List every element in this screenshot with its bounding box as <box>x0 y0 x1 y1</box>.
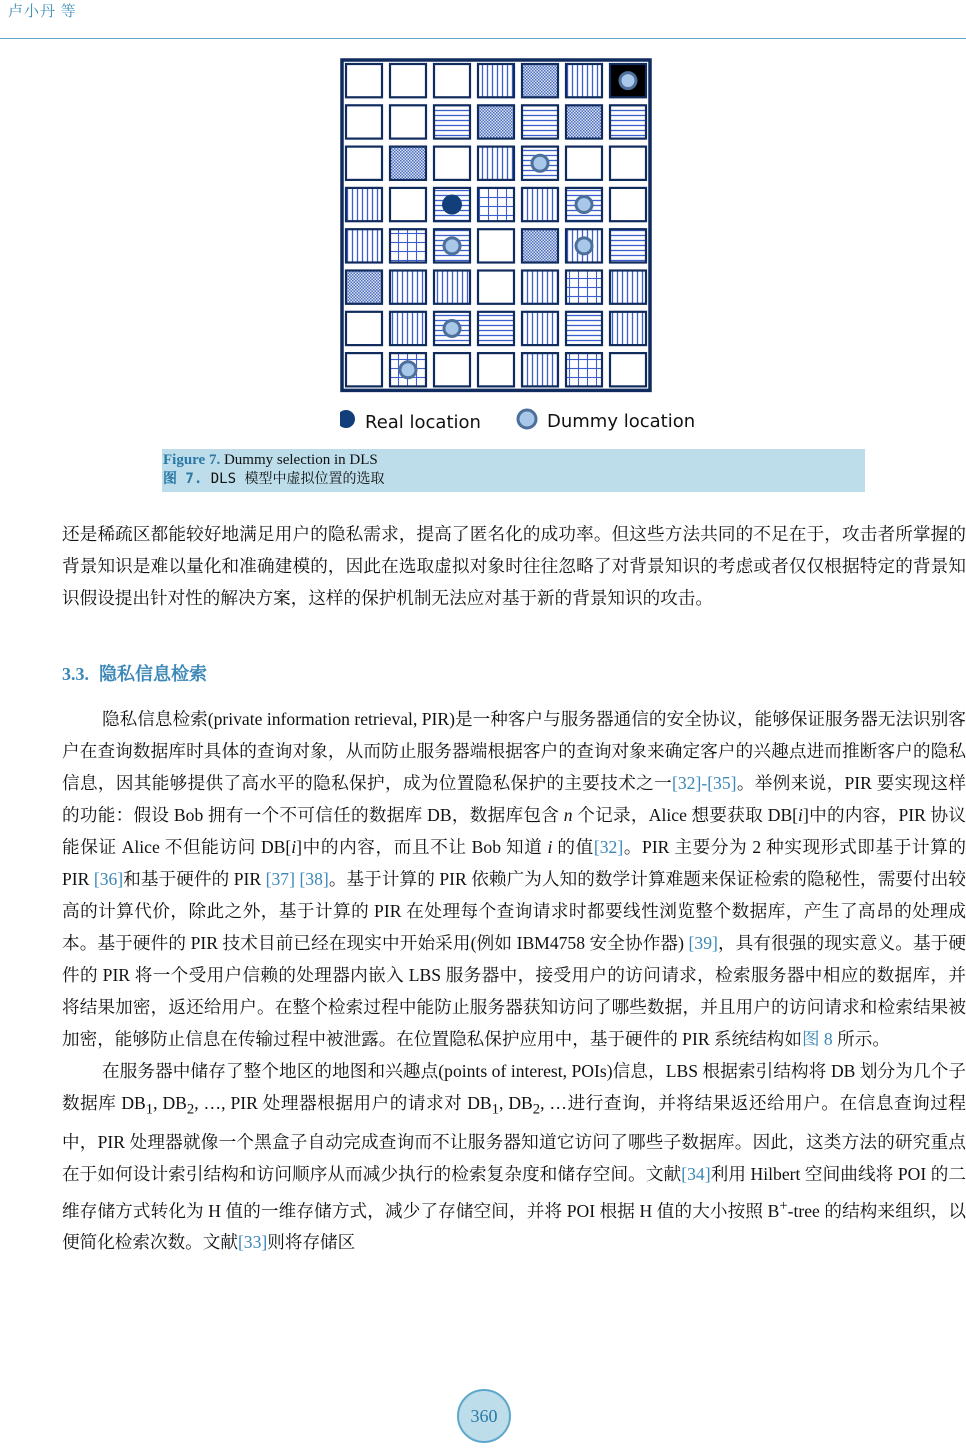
running-header <box>0 0 966 40</box>
text-run: ，具有很强的现实意义。基于硬件的 PIR 将一个受用户信赖的处理器内嵌入 LBS 服务器中，接受用户的访问请求，检索服务器中相应的数据库，并将结果加密，返还给用户。在整个检索过程中能防止服务器获知访问了哪些数据，并且用户的访问请求和检索结果被加密，能够防止信息在传输过程中被泄露。在位置隐私保护应用中，基于硬件的 PIR 系统结构如 <box>62 933 966 1049</box>
grid-cell <box>610 105 646 138</box>
grid-cell <box>390 105 426 138</box>
text-run: 。举例来说，PIR 要实现这样的功能：假设 Bob 拥有一个不可信任的数据库 DB，数据库包含 <box>62 773 966 825</box>
math-var: i <box>547 837 553 857</box>
text-run: 利用 Hilbert 空间曲线将 POI 的二维存储方式转化为 H 值的一维存储方式，减少了存储空间，并将 POI 根据 H 值的大小按照 B <box>62 1163 966 1221</box>
section-number: 3.3. <box>62 664 89 684</box>
citation-link[interactable]: [34] <box>681 1163 711 1184</box>
page-number: 360 <box>457 1389 511 1443</box>
grid-cell <box>346 353 382 386</box>
header-rule <box>0 38 966 39</box>
grid-cell <box>434 271 470 304</box>
caption-en-text: Dummy selection in DLS <box>220 452 378 468</box>
text-run: , DB <box>498 1093 533 1113</box>
grid-cell <box>390 312 426 345</box>
grid-cell <box>522 353 558 386</box>
header-author: 卢小丹 等 <box>8 4 77 20</box>
figure-caption <box>162 449 865 492</box>
grid-cell <box>478 353 514 386</box>
section-heading <box>62 660 207 686</box>
citation-link[interactable]: [39] <box>688 933 718 953</box>
grid-cell <box>346 105 382 138</box>
text-run: 则将存储区 <box>267 1232 356 1253</box>
grid-cell <box>610 147 646 180</box>
legend-real-dot <box>340 410 355 428</box>
grid-cell <box>390 147 426 180</box>
paragraph-top <box>62 518 966 614</box>
text-run: 隐私信息检索(private information retrieval, PIR)是一种客户与服务器通信的安全协议，能够保证服务器无法识别客户在查询数据库时具体的查询对象，从而防止服务器端根据客户的查询对象来确定客户的兴趣点进而推断客户的隐私信息，因其能够提供了高水平的隐私保护，成为位置隐私保护的主要技术之一 <box>62 709 966 793</box>
grid-cell <box>434 147 470 180</box>
dummy-location-marker <box>620 73 636 89</box>
dls-grid-figure <box>340 58 700 438</box>
text-run: , …进行查询，并将结果返还给用户。在信息查询过程中，PIR 处理器就像一个黑盒子自动完成查询而不让服务器知道它访问了哪些子数据库。因此，这类方法的研究重点在于如何设计索引结构和访问顺序从而减少执行的检索复杂度和储存空间。文献 <box>62 1093 966 1184</box>
grid-cell <box>478 64 514 97</box>
grid-cell <box>390 271 426 304</box>
subscript: 1 <box>145 1101 154 1118</box>
citation-link[interactable]: [37] <box>265 869 295 889</box>
grid-cell <box>610 229 646 262</box>
text-run: 和基于硬件的 PIR <box>123 869 266 889</box>
text-run: 在服务器中储存了整个地区的地图和兴趣点(points of interest, POIs)信息，LBS 根据索引结构将 DB 划分为几个子数据库 DB <box>62 1061 966 1113</box>
citation-link[interactable]: [38] <box>299 869 329 889</box>
grid-cell <box>522 271 558 304</box>
grid-cell <box>478 229 514 262</box>
grid-cell <box>566 147 602 180</box>
grid-cell <box>346 229 382 262</box>
grid-cell <box>434 105 470 138</box>
legend-real-label: Real location <box>365 412 481 433</box>
grid-cell <box>522 229 558 262</box>
grid-cell <box>390 229 426 262</box>
subscript: 1 <box>491 1101 499 1118</box>
grid-cell <box>434 353 470 386</box>
text-run: -tree 的结构来组织，以便简化检索次数。文献 <box>62 1200 966 1253</box>
para-top-text: 还是稀疏区都能较好地满足用户的隐私需求，提高了匿名化的成功率。但这些方法共同的不足在于，攻击者所掌握的背景知识是难以量化和准确建模的，因此在选取虚拟对象时往往忽略了对背景知识的考虑或者仅仅根据特定的背景知识假设提出针对性的解决方案，这样的保护机制无法应对基于新的背景知识的攻击。 <box>62 524 966 608</box>
grid-cell <box>346 312 382 345</box>
paragraph-pir <box>62 703 966 1055</box>
caption-en-label: Figure 7. <box>163 452 221 468</box>
grid-cell <box>566 312 602 345</box>
subscript: 2 <box>532 1101 541 1118</box>
real-location-marker <box>442 195 462 215</box>
caption-cn-text: DLS 模型中虚拟位置的选取 <box>202 471 385 487</box>
grid-cell <box>390 188 426 221</box>
grid-cell <box>566 353 602 386</box>
grid-cell <box>478 147 514 180</box>
caption-cn-label: 图 7. <box>163 471 203 487</box>
citation-link[interactable]: [33] <box>237 1232 268 1253</box>
citation-link[interactable]: [36] <box>93 869 124 889</box>
paragraph-server <box>62 1055 966 1258</box>
grid-cell <box>522 105 558 138</box>
math-var: n <box>563 805 573 825</box>
grid-cell <box>610 312 646 345</box>
grid-cell <box>346 64 382 97</box>
text-run: , …, PIR 处理器根据用户的请求对 DB <box>194 1093 492 1113</box>
grid-cell <box>434 64 470 97</box>
dummy-location-marker <box>576 238 592 254</box>
body-text <box>62 703 966 1258</box>
grid-cell <box>522 64 558 97</box>
text-run: ]中的内容，而且不让 Bob 知道 <box>296 837 548 857</box>
figure-7 <box>340 58 700 438</box>
dummy-location-marker <box>444 238 460 254</box>
grid-cell <box>566 64 602 97</box>
text-run: 。基于计算的 PIR 依赖广为人知的数学计算难题来保证检索的隐秘性，需要付出较高的计算代价，除此之外，基于计算的 PIR 在处理每个查询请求时都要线性浏览整个数据库，产生了高昂的处理成本。基于硬件的 PIR 技术目前已经在现实中开始采用(例如 IBM4758 安全协作器) <box>62 869 966 953</box>
text-run: 。PIR 主要分为 2 种实现形式即基于计算的 PIR <box>62 837 966 889</box>
dummy-location-marker <box>444 320 460 336</box>
text-run: , DB <box>153 1093 187 1113</box>
grid-cell <box>478 271 514 304</box>
grid-cell <box>522 312 558 345</box>
grid-cell <box>566 271 602 304</box>
legend-dummy-label: Dummy location <box>547 411 696 432</box>
section-title: 隐私信息检索 <box>99 664 207 685</box>
grid-cell <box>390 64 426 97</box>
dummy-location-marker <box>532 155 548 171</box>
grid-cell <box>522 188 558 221</box>
text-run: 个记录，Alice 想要获取 DB[ <box>572 805 799 825</box>
text-run: 的值 <box>552 837 594 857</box>
subscript: 2 <box>186 1101 195 1118</box>
grid-cell <box>478 312 514 345</box>
text-run: 所示。 <box>832 1029 890 1049</box>
grid-cell <box>610 188 646 221</box>
grid-cell <box>610 353 646 386</box>
grid-cell <box>346 188 382 221</box>
grid-cell <box>346 271 382 304</box>
superscript: + <box>779 1197 788 1214</box>
citation-link[interactable]: [32] <box>593 837 624 857</box>
math-var: i <box>291 837 297 857</box>
dummy-location-marker <box>576 197 592 213</box>
text-run: ]中的内容，PIR 协议能保证 Alice 不但能访问 DB[ <box>62 805 966 857</box>
legend-dummy-dot <box>518 410 536 428</box>
grid-cell <box>610 271 646 304</box>
grid-cell <box>478 188 514 221</box>
dummy-location-marker <box>400 362 416 378</box>
grid-cell <box>566 105 602 138</box>
math-var: i <box>798 805 803 825</box>
citation-link[interactable]: [32]-[35] <box>672 773 737 793</box>
grid-cell <box>346 147 382 180</box>
figure-link[interactable]: 图 8 <box>801 1029 833 1049</box>
grid-cell <box>478 105 514 138</box>
